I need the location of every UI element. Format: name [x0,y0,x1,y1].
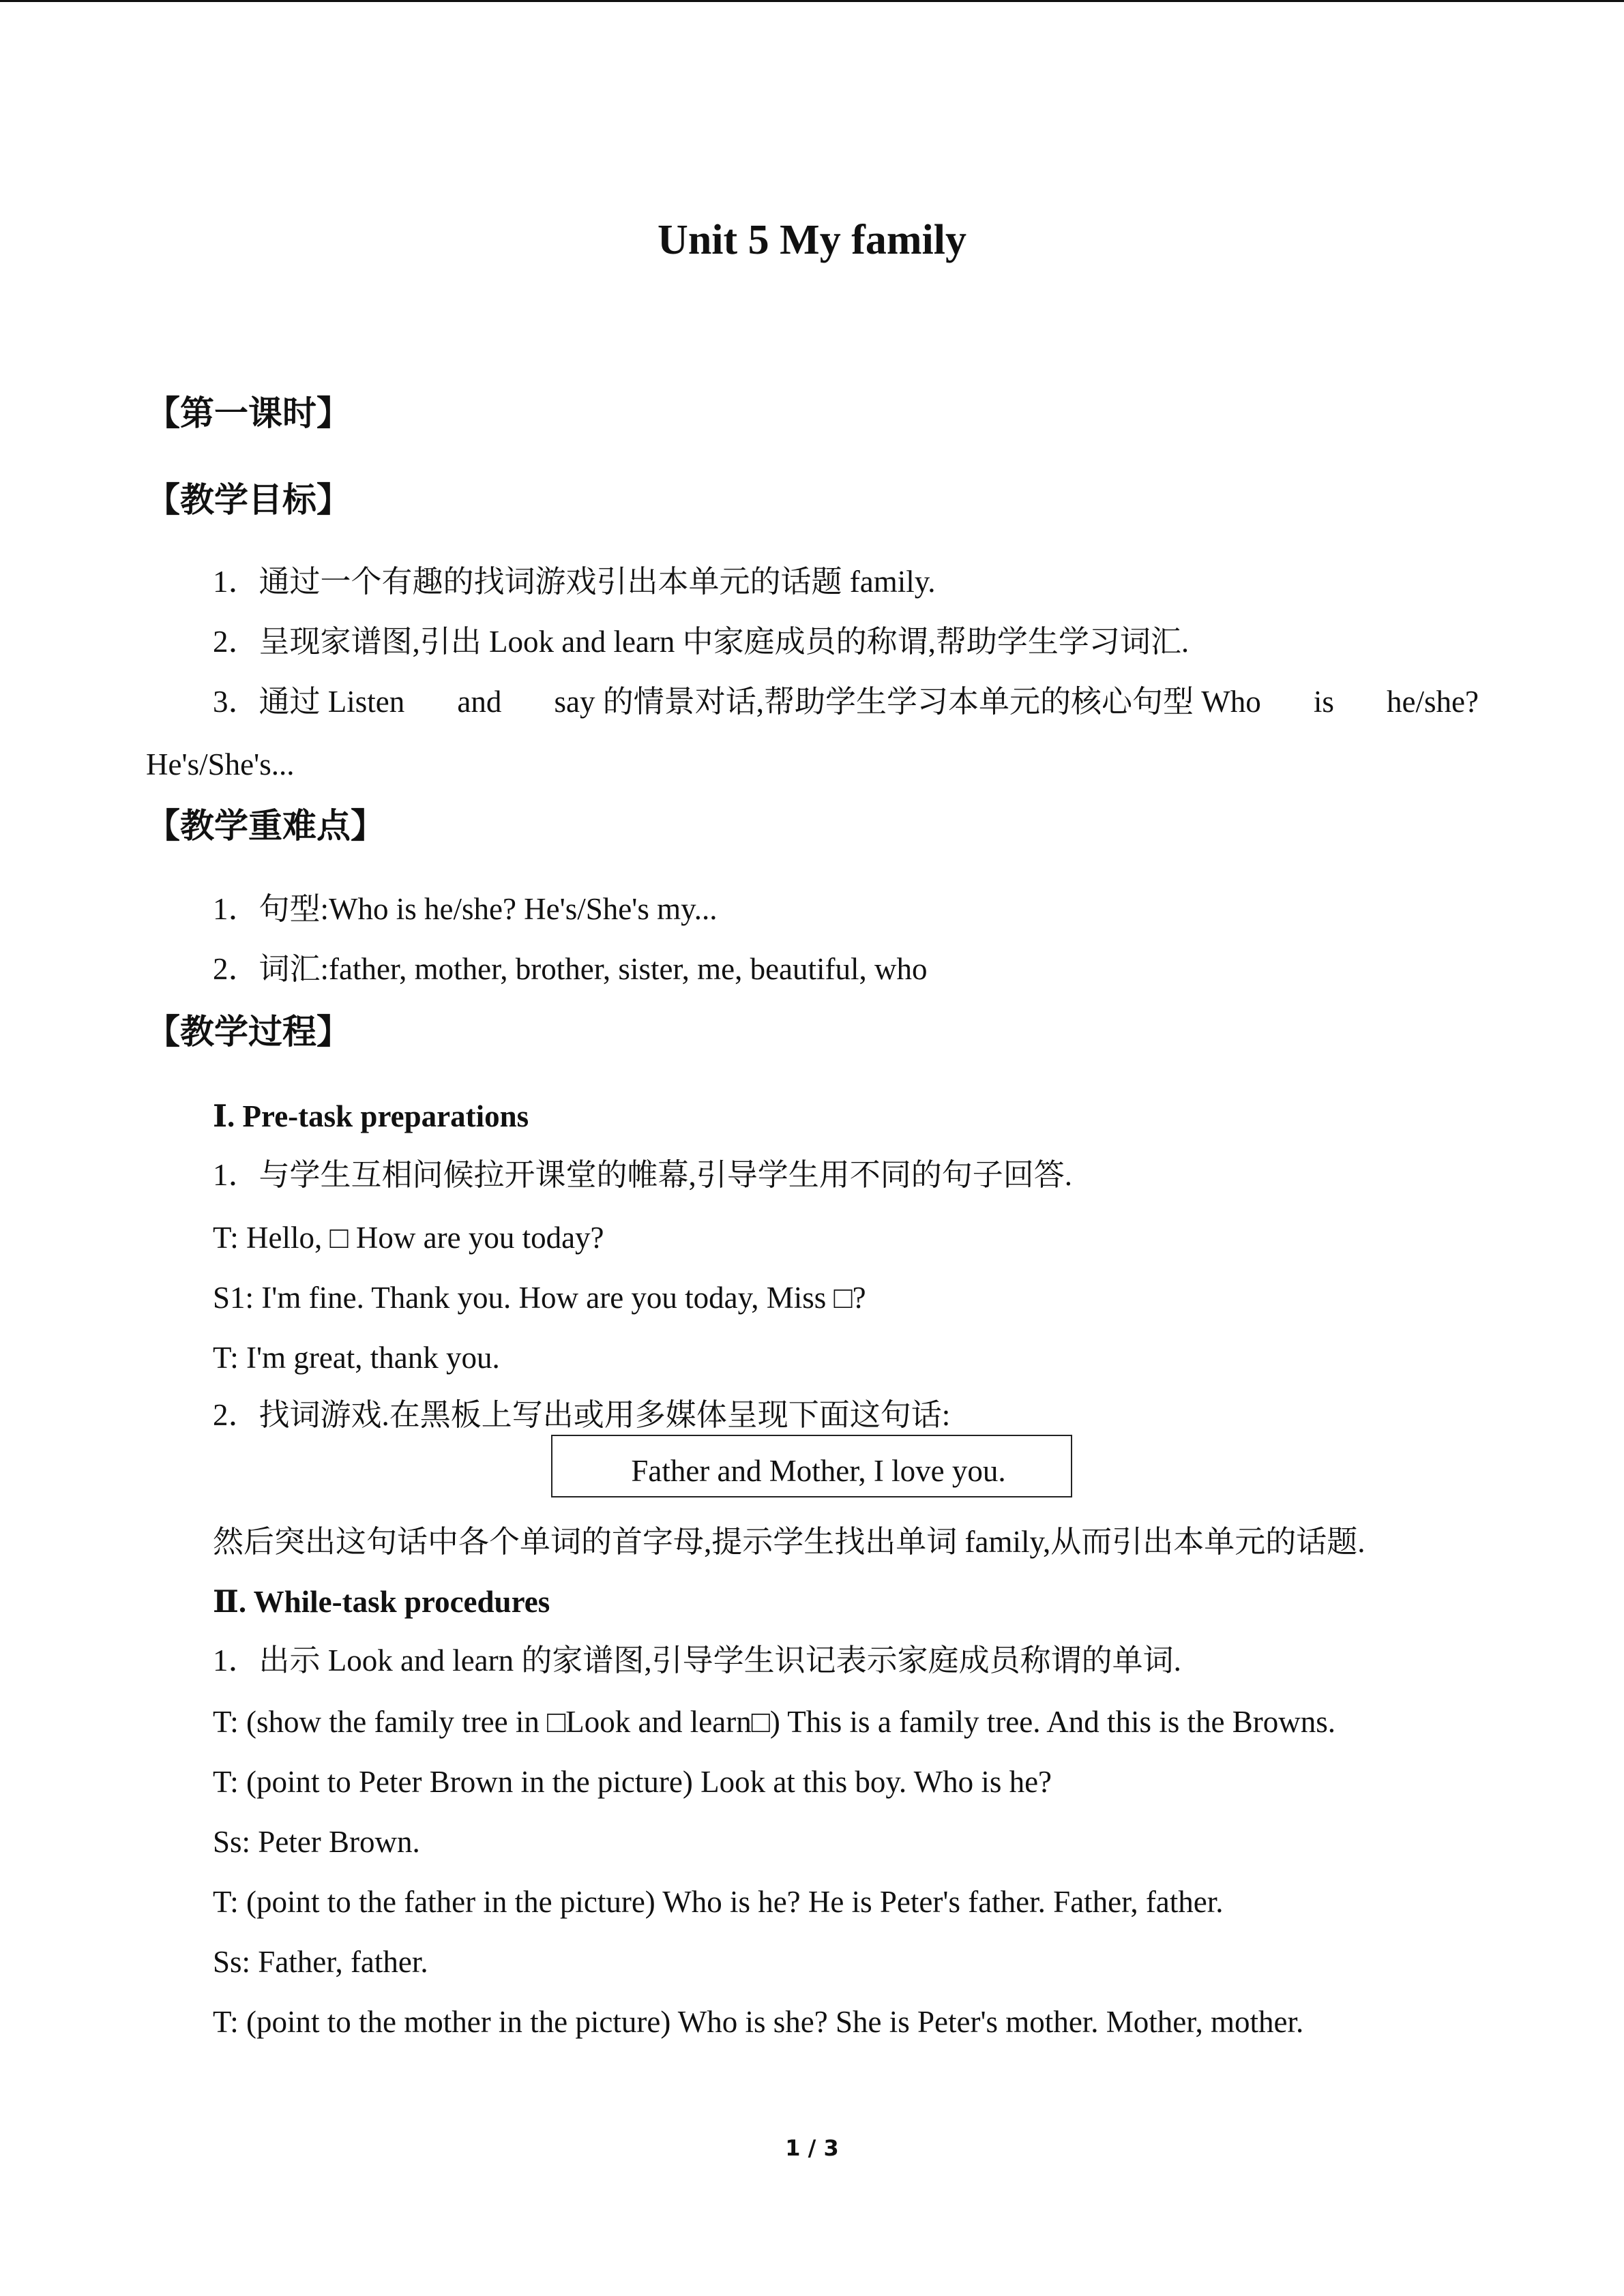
pre-task-note: 然后突出这句话中各个单词的首字母,提示学生找出单词 family,从而引出本单元的话题. [213,1525,1365,1559]
objective-item-3-part: he/she? [1387,685,1479,719]
objective-item-1: 1．通过一个有趣的找词游戏引出本单元的话题 family. [213,565,936,599]
dialogue-line: T: (point to Peter Brown in the picture) Look at this boy. Who is he? [213,1765,1052,1799]
dialogue-line: T: (point to the mother in the picture) Who is she? She is Peter's mother. Mother, mother. [213,2005,1304,2039]
key-point-2: 2．词汇:father, mother, brother, sister, me, beautiful, who [213,952,928,986]
key-point-1: 1．句型:Who is he/she? He's/She's my... [213,892,718,926]
sentence-box-text: Father and Mother, I love you. [631,1454,1006,1488]
objective-item-3-continuation: He's/She's... [146,747,295,781]
section-process-heading: 【教学过程】 [146,1012,351,1052]
page-number: 1 / 3 [785,2135,839,2161]
page-top-border [0,0,1624,2]
dialogue-line: T: (show the family tree in □Look and learn□) This is a family tree. And this is the Browns. [213,1705,1335,1739]
pre-task-heading: Ⅰ. Pre-task preparations [213,1099,529,1133]
section-key-points-heading: 【教学重难点】 [146,806,385,846]
objective-item-2: 2．呈现家谱图,引出 Look and learn 中家庭成员的称谓,帮助学生学习词汇. [213,625,1190,659]
dialogue-line: Ss: Father, father. [213,1945,428,1979]
dialogue-line: T: I'm great, thank you. [213,1341,500,1375]
dialogue-line: Ss: Peter Brown. [213,1825,420,1859]
objective-item-3-part: is [1313,685,1334,719]
pre-task-step-1: 1．与学生互相问候拉开课堂的帷幕,引导学生用不同的句子回答. [213,1158,1073,1192]
section-lesson-heading: 【第一课时】 [146,393,351,433]
document-title: Unit 5 My family [658,217,966,263]
sentence-box [551,1435,1072,1497]
dialogue-line: S1: I'm fine. Thank you. How are you today, Miss □? [213,1281,866,1315]
while-task-heading: Ⅱ. While-task procedures [213,1585,550,1619]
objective-item-3-part: say 的情景对话,帮助学生学习本单元的核心句型 Who [554,685,1261,719]
objective-item-3-part: 3．通过 Listen [213,685,405,719]
section-objectives-heading: 【教学目标】 [146,480,351,520]
pre-task-step-2: 2．找词游戏.在黑板上写出或用多媒体呈现下面这句话: [213,1398,951,1432]
objective-item-3 [213,681,1479,723]
objective-item-3-part: and [457,685,502,719]
while-task-step-1: 1．出示 Look and learn 的家谱图,引导学生识记表示家庭成员称谓的单词. [213,1643,1181,1678]
dialogue-line: T: Hello, □ How are you today? [213,1221,604,1255]
dialogue-line: T: (point to the father in the picture) Who is he? He is Peter's father. Father, father. [213,1885,1224,1919]
